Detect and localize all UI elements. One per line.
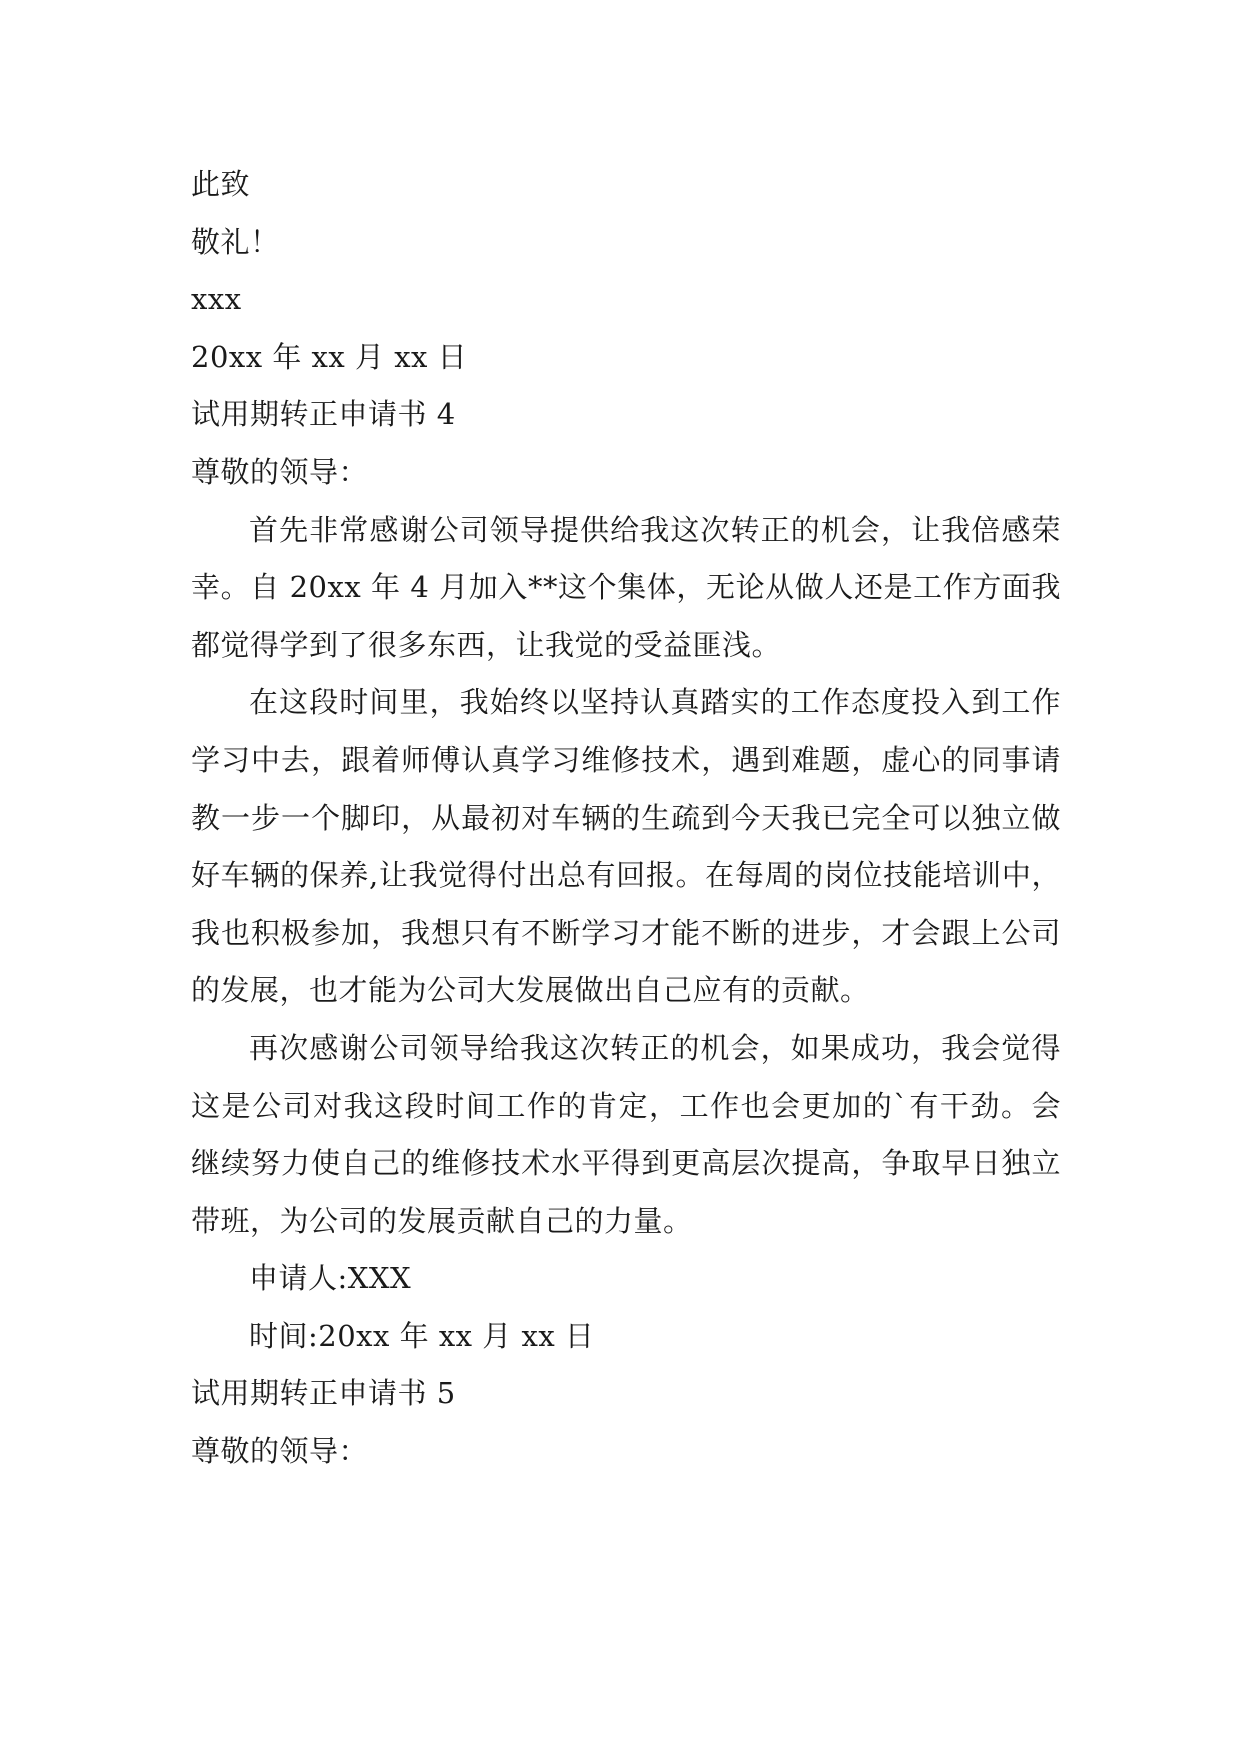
- closing-jing-li: 敬礼！: [191, 224, 280, 259]
- body-paragraph: 首先非常感谢公司领导提供给我这次转正的机会，让我倍感荣幸。自 20xx 年 4 月加入**这个集体，无论从做人还是工作方面我都觉得学到了很多东西，让我觉的受益匪浅。: [191, 512, 1061, 662]
- section-title: 试用期转正申请书 4: [191, 397, 456, 432]
- closing-ci-zhi: 此致: [191, 167, 251, 201]
- salutation: 尊敬的领导：: [191, 454, 369, 489]
- section-title: 试用期转正申请书 5: [191, 1376, 456, 1411]
- time-line: 时间:20xx 年 xx 月 xx 日: [249, 1318, 595, 1353]
- closing-date: 20xx 年 xx 月 xx 日: [191, 339, 468, 374]
- body-paragraph: 在这段时间里，我始终以坚持认真踏实的工作态度投入到工作学习中去，跟着师傅认真学习维修技术，遇到难题，虚心的同事请教一步一个脚印，从最初对车辆的生疏到今天我已完全可以独立做好车辆的保养,让我觉得付出总有回报。在每周的岗位技能培训中，我也积极参加，我想只有不断学习才能不断的进步，才会跟上公司的发展，也才能为公司大发展做出自己应有的贡献。: [191, 685, 1061, 1008]
- closing-signature: xxx: [191, 282, 242, 317]
- body-paragraph: 再次感谢公司领导给我这次转正的机会，如果成功，我会觉得这是公司对我这段时间工作的肯定，工作也会更加的`有干劲。会继续努力使自己的维修技术水平得到更高层次提高，争取早日独立带班，为公司的发展贡献自己的力量。: [191, 1030, 1061, 1238]
- salutation: 尊敬的领导：: [191, 1434, 369, 1469]
- document-body: [191, 156, 1061, 1481]
- applicant-line: 申请人:XXX: [249, 1261, 412, 1296]
